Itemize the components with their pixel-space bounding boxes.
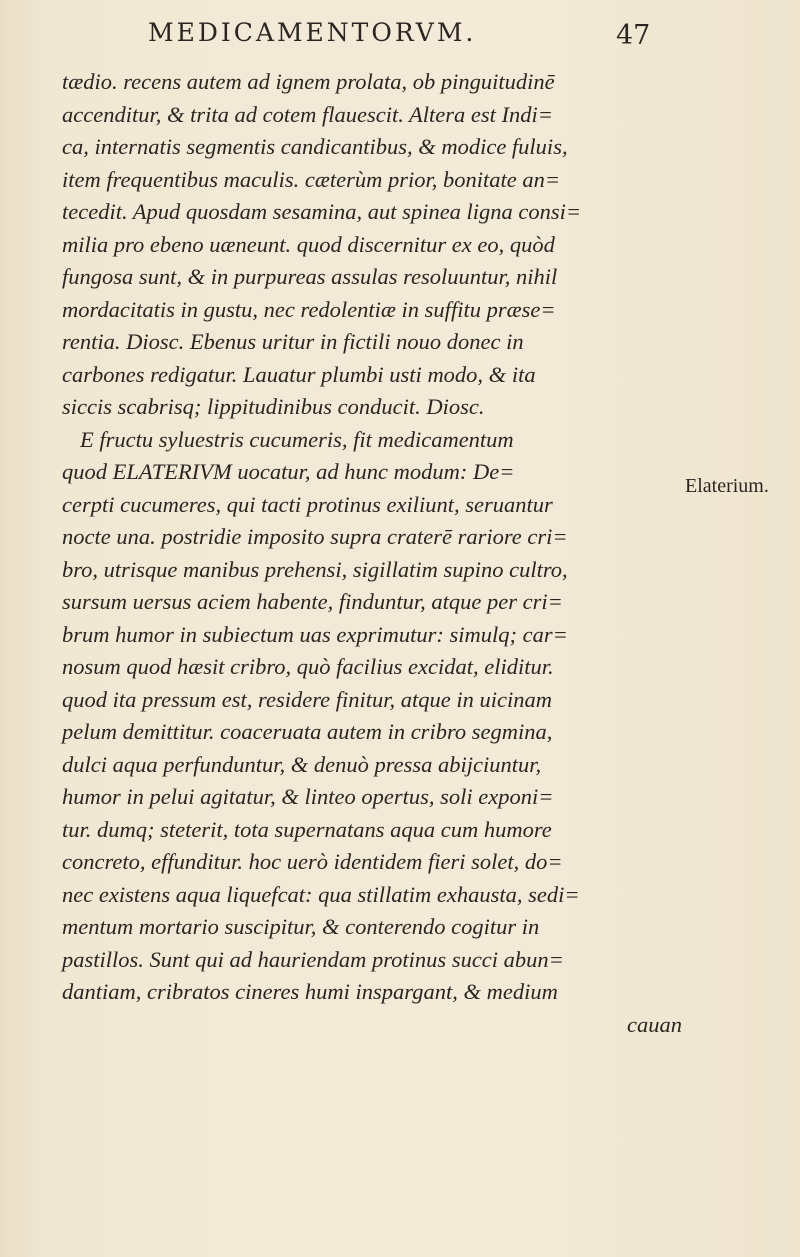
text-line: nosum quod hæsit cribro, quò facilius excidat, eliditur.	[62, 654, 554, 679]
text-line: pelum demittitur. coaceruata autem in cribro segmina,	[62, 719, 553, 744]
text-line: milia pro ebeno uæneunt. quod discernitur ex eo, quòd	[62, 231, 555, 257]
text-line: fungosa sunt, & in purpureas assulas resoluuntur, nihil	[62, 264, 558, 289]
body-text	[62, 66, 682, 1041]
page-header	[0, 18, 800, 58]
text-line: cerpti cucumeres, qui tacti protinus exiliunt, seruantur	[62, 491, 553, 517]
page-number: 47	[616, 20, 651, 51]
text-line: tædio. recens autem ad ignem prolata, ob pinguitudinē	[62, 69, 555, 94]
text-line: mordacitatis in gustu, nec redolentiæ in suffitu præse=	[62, 296, 556, 322]
text-line: rentia. Diosc. Ebenus uritur in fictili nouo donec in	[62, 329, 524, 354]
text-line: tur. dumq; steterit, tota supernatans aqua cum humore	[62, 816, 552, 842]
catchword: cauan	[627, 1011, 682, 1037]
margin-note: Elaterium.	[685, 475, 769, 497]
text-line: item frequentibus maculis. cæterùm prior, bonitate an=	[62, 166, 561, 192]
text-line: nec existens aqua liquefcat: qua stillatim exhausta, sedi=	[62, 881, 580, 907]
text-line: ca, internatis segmentis candicantibus, & modice fuluis,	[62, 134, 568, 159]
text-line: mentum mortario suscipitur, & conterendo cogitur in	[62, 914, 540, 939]
text-line: carbones redigatur. Lauatur plumbi usti modo, & ita	[62, 361, 536, 387]
text-line: dantiam, cribratos cineres humi inspargant, & medium	[62, 979, 558, 1004]
text-line: bro, utrisque manibus prehensi, sigillatim supino cultro,	[62, 556, 568, 582]
text-line: brum humor in subiectum uas exprimutur: simulq; car=	[62, 621, 568, 647]
text-line: quod ELATERIVM uocatur, ad hunc modum: De=	[62, 459, 515, 484]
text-line: humor in pelui agitatur, & linteo opertus, soli exponi=	[62, 784, 554, 809]
text-line: tecedit. Apud quosdam sesamina, aut spinea ligna consi=	[62, 199, 582, 224]
text-line: sursum uersus aciem habente, finduntur, atque per cri=	[62, 589, 563, 614]
text-line: quod ita pressum est, residere finitur, atque in uicinam	[62, 686, 552, 712]
paragraph-start-line: E fructu syluestris cucumeris, fit medicamentum	[80, 426, 514, 452]
text-line: accenditur, & trita ad cotem flauescit. Altera est Indi=	[62, 101, 553, 127]
running-title: MEDICAMENTORVM.	[148, 18, 477, 47]
text-line: siccis scabrisq; lippitudinibus conducit. Diosc.	[62, 394, 485, 419]
text-line: pastillos. Sunt qui ad hauriendam protinus succi abun=	[62, 946, 564, 972]
text-line: nocte una. postridie imposito supra craterē rariore cri=	[62, 524, 568, 549]
text-line: concreto, effunditur. hoc uerò identidem fieri solet, do=	[62, 849, 563, 874]
text-line: dulci aqua perfunduntur, & denuò pressa abijciuntur,	[62, 751, 542, 777]
